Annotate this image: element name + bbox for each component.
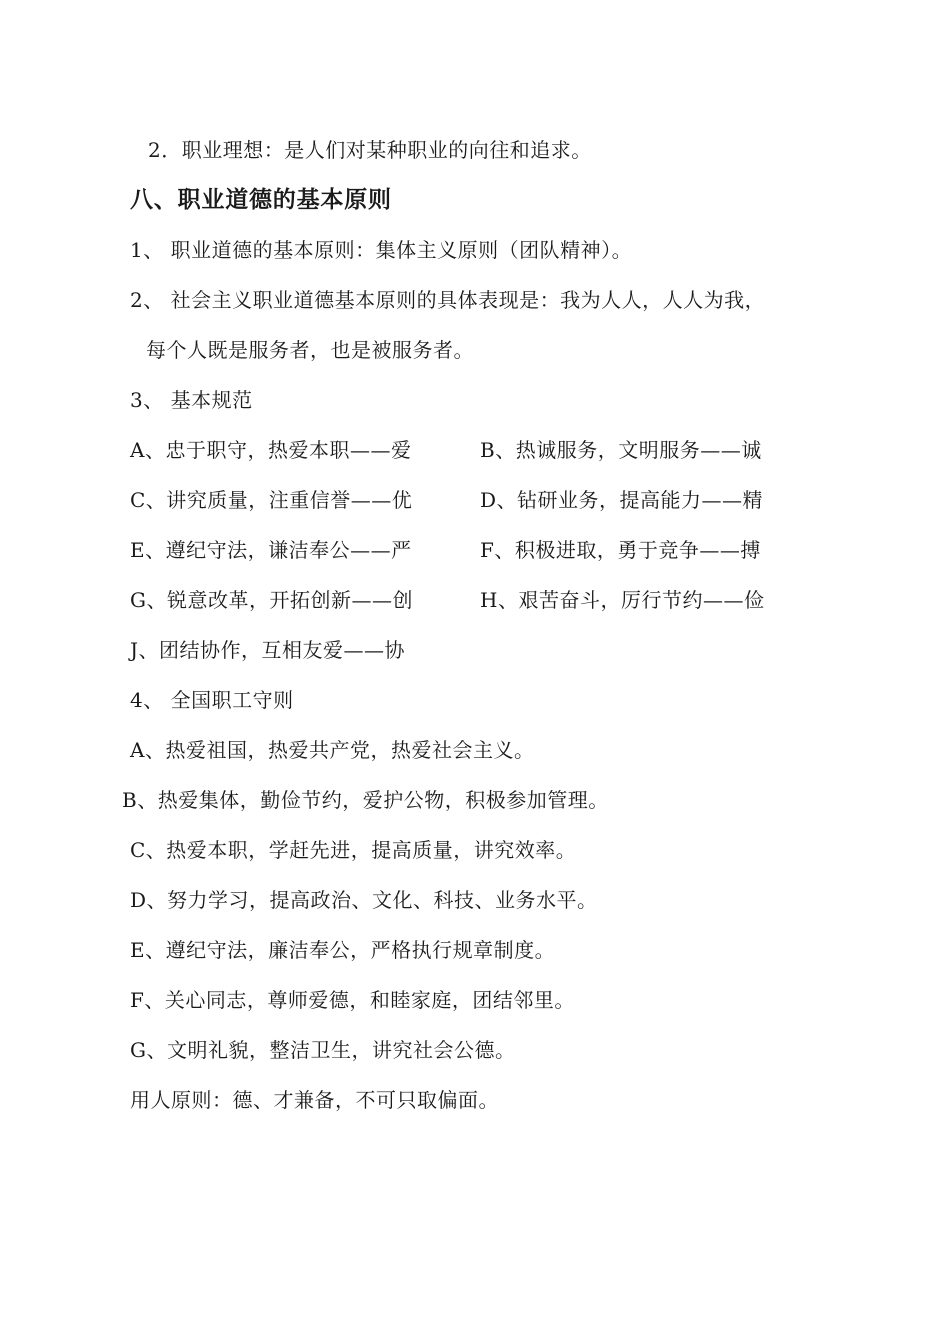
norm-left: A、忠于职守，热爱本职——爱 bbox=[130, 438, 412, 462]
norm-left: E、遵纪守法，谦洁奉公——严 bbox=[130, 538, 412, 562]
principle-item-3: 3、 基本规范 bbox=[130, 388, 253, 412]
norm-row bbox=[130, 637, 830, 663]
principle-item-2-line-1: 2、 社会主义职业道德基本原则的具体表现是：我为人人，人人为我， bbox=[130, 288, 766, 312]
rule-item: D、努力学习，提高政治、文化、科技、业务水平。 bbox=[130, 888, 598, 912]
rule-item: C、热爱本职，学赶先进，提高质量，讲究效率。 bbox=[130, 838, 577, 862]
section-title: 八、职业道德的基本原则 bbox=[130, 187, 392, 213]
rule-item: F、关心同志，尊师爱德，和睦家庭，团结邻里。 bbox=[130, 988, 575, 1012]
rule-item: G、文明礼貌，整洁卫生，讲究社会公德。 bbox=[130, 1038, 516, 1062]
norm-right: F、积极进取，勇于竞争——搏 bbox=[480, 538, 761, 562]
principle-item-2-line-2: 每个人既是服务者，也是被服务者。 bbox=[146, 338, 474, 362]
norm-row bbox=[130, 537, 830, 563]
norm-row bbox=[130, 437, 830, 463]
closing-line: 用人原则：德、才兼备，不可只取偏面。 bbox=[130, 1088, 499, 1112]
norm-left: C、讲究质量，注重信誉——优 bbox=[130, 488, 413, 512]
intro-line: 2．职业理想：是人们对某种职业的向往和追求。 bbox=[148, 138, 592, 162]
norm-left: G、锐意改革，开拓创新——创 bbox=[130, 588, 413, 612]
norm-right: D、钻研业务，提高能力——精 bbox=[480, 488, 764, 512]
norm-row bbox=[130, 487, 830, 513]
rule-item: E、遵纪守法，廉洁奉公，严格执行规章制度。 bbox=[130, 938, 556, 962]
norm-right: H、艰苦奋斗，厉行节约——俭 bbox=[480, 588, 765, 612]
norm-right: B、热诚服务，文明服务——诚 bbox=[480, 438, 762, 462]
rule-item: A、热爱祖国，热爱共产党，热爱社会主义。 bbox=[130, 738, 535, 762]
rule-item: B、热爱集体，勤俭节约，爱护公物，积极参加管理。 bbox=[122, 788, 609, 812]
norm-left: J、团结协作，互相友爱——协 bbox=[130, 638, 406, 662]
principle-item-1: 1、 职业道德的基本原则：集体主义原则（团队精神）。 bbox=[130, 238, 633, 262]
norm-row bbox=[130, 587, 830, 613]
principle-item-4: 4、 全国职工守则 bbox=[130, 688, 294, 712]
